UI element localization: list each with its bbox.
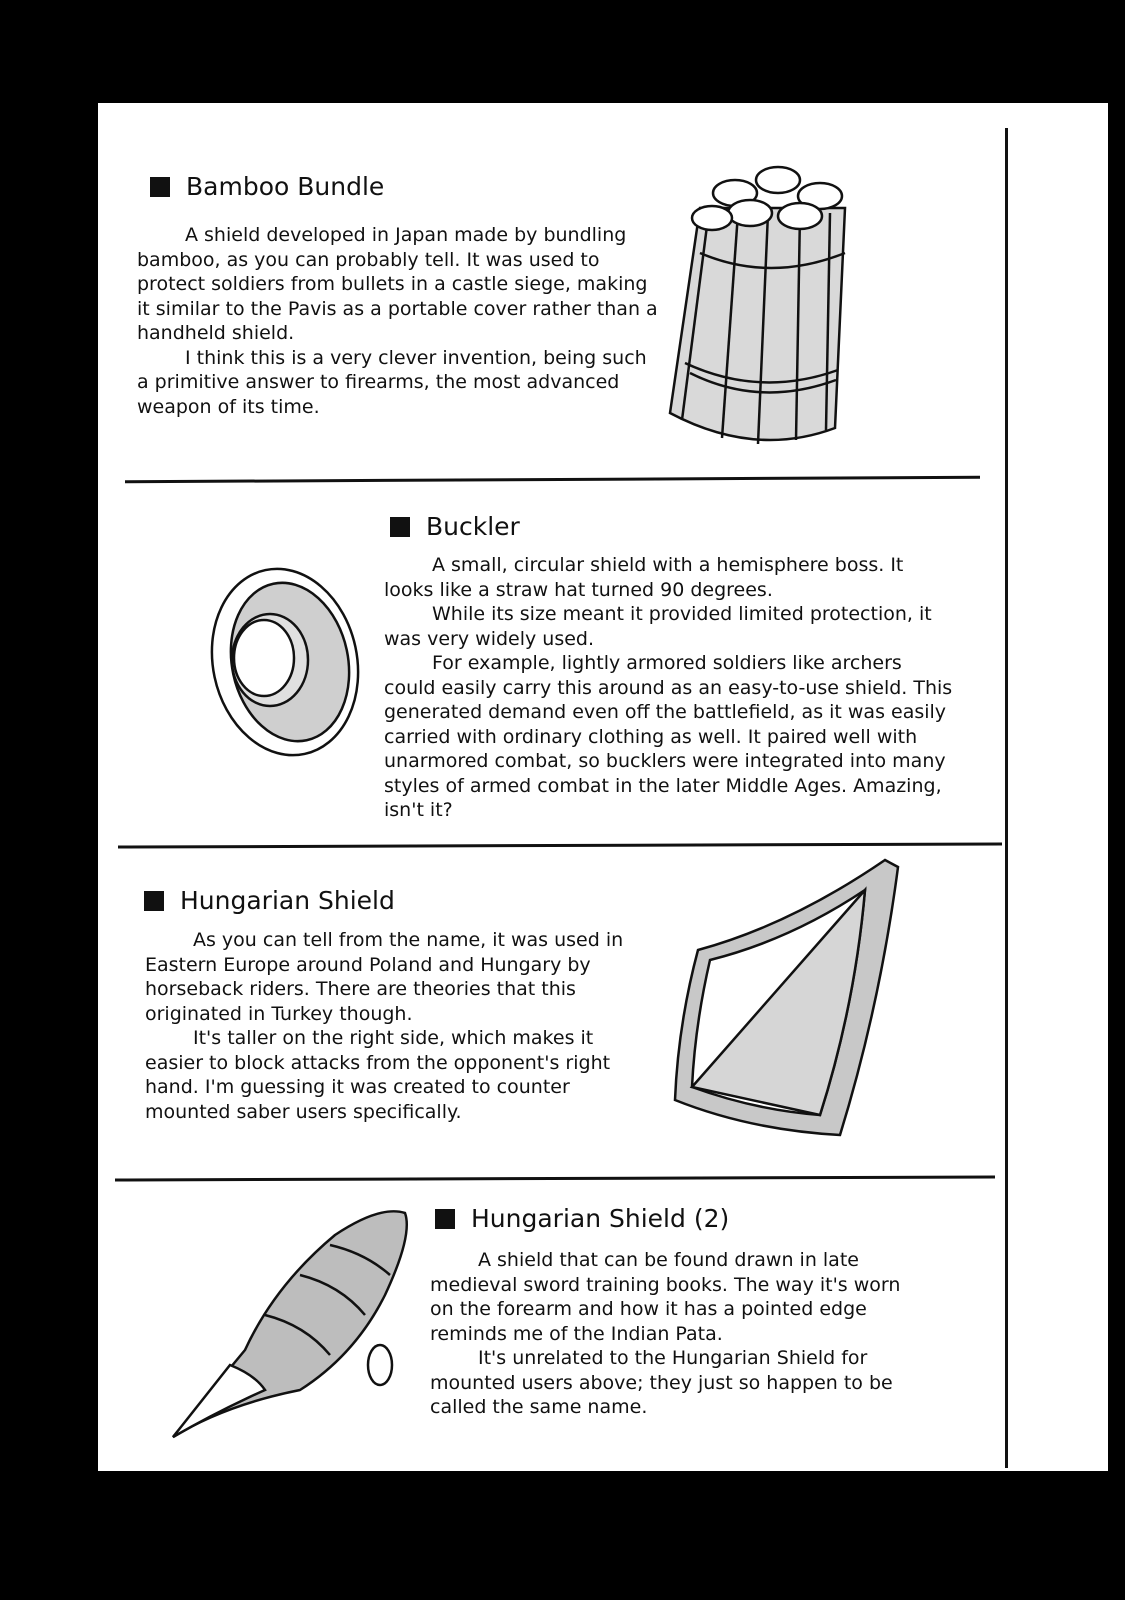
section-title-text: Buckler [426,512,520,541]
section-title-bamboo-bundle [150,172,384,201]
section-title-buckler [390,512,520,541]
paragraph: A shield developed in Japan made by bundling bamboo, as you can probably tell. It was used to protect soldiers from bullets in a castle siege, making it similar to the Pavis as a portable cover rather than a handheld shield. [137,224,658,344]
section-title-hungarian-shield [144,886,395,915]
bullet-square-icon [150,177,170,197]
paragraph: It's unrelated to the Hungarian Shield for mounted users above; they just so happen to be called the same name. [430,1347,893,1418]
section-body-hungarian-shield-2 [430,1248,920,1420]
paragraph: While its size meant it provided limited protection, it was very widely used. [384,603,932,650]
paragraph: A shield that can be found drawn in late medieval sword training books. The way it's worn on the forearm and how it has a pointed edge reminds me of the Indian Pata. [430,1249,901,1345]
bamboo-bundle-icon [660,158,870,468]
column-divider [1005,128,1008,1468]
paragraph: For example, lightly armored soldiers like archers could easily carry this around as an easy-to-use shield. This generated demand even off the battlefield, as it was easily carried with ordinary clothing as well. It paired well with unarmored combat, so bucklers were integrated into many styles of armed combat in the later Middle Ages. Amazing, isn't it? [384,652,953,821]
section-title-text: Hungarian Shield (2) [471,1204,730,1233]
section-title-hungarian-shield-2 [435,1204,729,1233]
hungarian-shield-icon [670,855,920,1145]
paragraph: A small, circular shield with a hemisphere boss. It looks like a straw hat turned 90 degrees. [384,554,904,601]
paragraph: It's taller on the right side, which makes it easier to block attacks from the opponent's right hand. I'm guessing it was created to counter mounted saber users specifically. [145,1027,611,1123]
bullet-square-icon [435,1209,455,1229]
paragraph: I think this is a very clever invention, being such a primitive answer to firearms, the most advanced weapon of its time. [137,346,647,418]
section-title-text: Hungarian Shield [180,886,395,915]
paragraph: As you can tell from the name, it was used in Eastern Europe around Poland and Hungary by horseback riders. There are theories that this originated in Turkey though. [145,929,624,1025]
section-body-buckler [384,553,954,823]
section-title-text: Bamboo Bundle [186,172,385,201]
forearm-shield-icon [165,1205,425,1455]
bullet-square-icon [390,517,410,537]
section-body-bamboo-bundle [137,223,662,419]
section-body-hungarian-shield [145,928,645,1124]
buckler-icon [200,562,370,762]
bullet-square-icon [144,891,164,911]
